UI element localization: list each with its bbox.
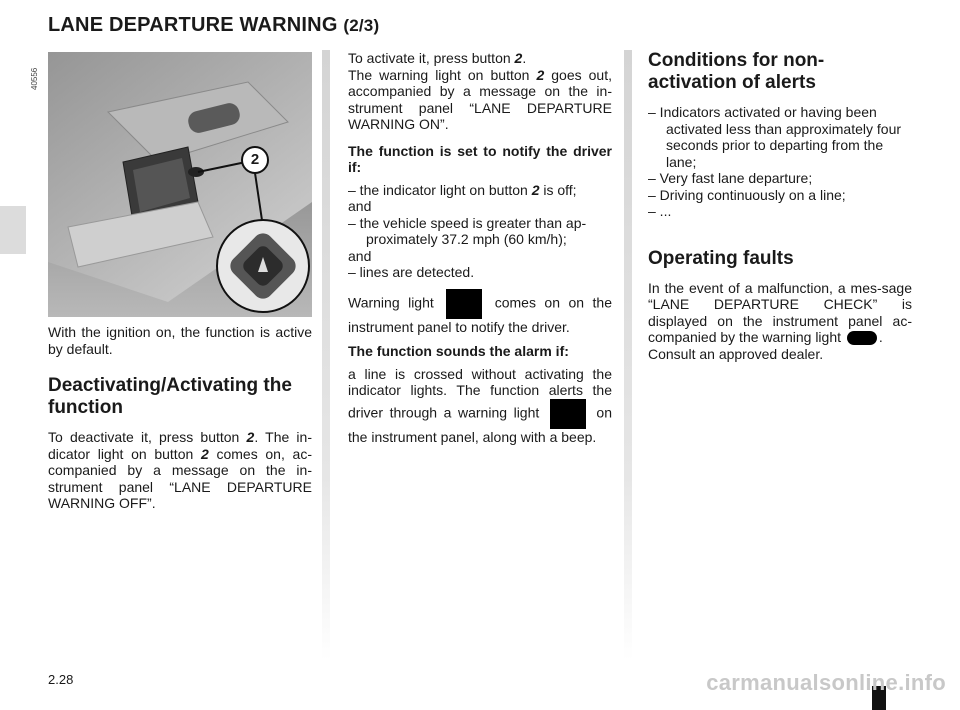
title-suffix: (2/3): [343, 16, 380, 35]
warning-light-paragraph: Warning light comes on on the instrument panel to notify the driver.: [348, 289, 612, 336]
console-illustration: [48, 52, 312, 317]
list-item: – Indicators activated or having been activated less than approximately four seconds prior to departing from the lane;: [648, 104, 902, 170]
page-title: [48, 14, 379, 37]
activate-line: To activate it, press button 2.: [348, 50, 527, 66]
lane-warning-icon-2: [550, 399, 586, 429]
watermark: carmanualsonline.info: [706, 670, 946, 695]
column-divider-right: [624, 50, 632, 660]
list-item: – ...: [648, 203, 672, 219]
deactivating-paragraph: To deactivate it, press button 2. The in-dicator light on button 2 comes on, ac-companied by a message on the in-strument panel “LANE DEPARTURE WARNING OFF”.: [48, 429, 312, 511]
operating-faults-heading: Operating faults: [648, 247, 794, 269]
lane-warning-icon: [446, 289, 482, 319]
column-divider-left: [322, 50, 330, 660]
title-text: LANE DEPARTURE WARNING: [48, 14, 338, 36]
condition-lines: – lines are detected.: [348, 264, 475, 280]
callout-label: 2: [250, 151, 260, 168]
alarm-heading: The function sounds the alarm if:: [348, 343, 569, 359]
page-number: 2.28: [48, 672, 74, 687]
column-middle: [348, 50, 612, 451]
consult-dealer: Consult an approved dealer.: [648, 345, 824, 362]
intro-paragraph: With the ignition on, the function is active by default.: [48, 324, 312, 357]
activate-paragraph: The warning light on button 2 goes out, accompanied by a message on the in-strument panel “LANE DEPARTURE WARNING ON”.: [348, 66, 612, 132]
fault-paragraph: In the event of a malfunction, a mes-sage “LANE DEPARTURE CHECK” is displayed on the instrument panel ac-companied by the warning light .: [648, 279, 912, 345]
non-activation-heading: Conditions for non-activation of alerts: [648, 50, 825, 93]
list-item: – Driving continuously on a line;: [648, 186, 846, 203]
condition-indicator: – the indicator light on button 2 is off;: [348, 181, 577, 198]
and-2: and: [348, 247, 372, 264]
figure-id: 40556: [30, 67, 39, 90]
deactivating-heading: Deactivating/Activating the function: [48, 375, 292, 418]
column-left: [48, 324, 312, 518]
condition-speed: – the vehicle speed is greater than ap-proximately 37.2 mph (60 km/h);: [348, 214, 587, 247]
column-right: [648, 50, 912, 368]
alarm-paragraph: a line is crossed without activating the indicator lights. The function alerts the driver through a warning light on the instrument panel, along with a beep.: [348, 365, 613, 445]
section-tab: [0, 206, 26, 254]
wrench-icon: [847, 331, 877, 345]
notify-heading: The function is set to notify the driver if:: [348, 142, 612, 175]
list-item: – Very fast lane departure;: [648, 170, 813, 186]
overhead-console-figure: [48, 52, 312, 317]
and-1: and: [348, 198, 372, 214]
